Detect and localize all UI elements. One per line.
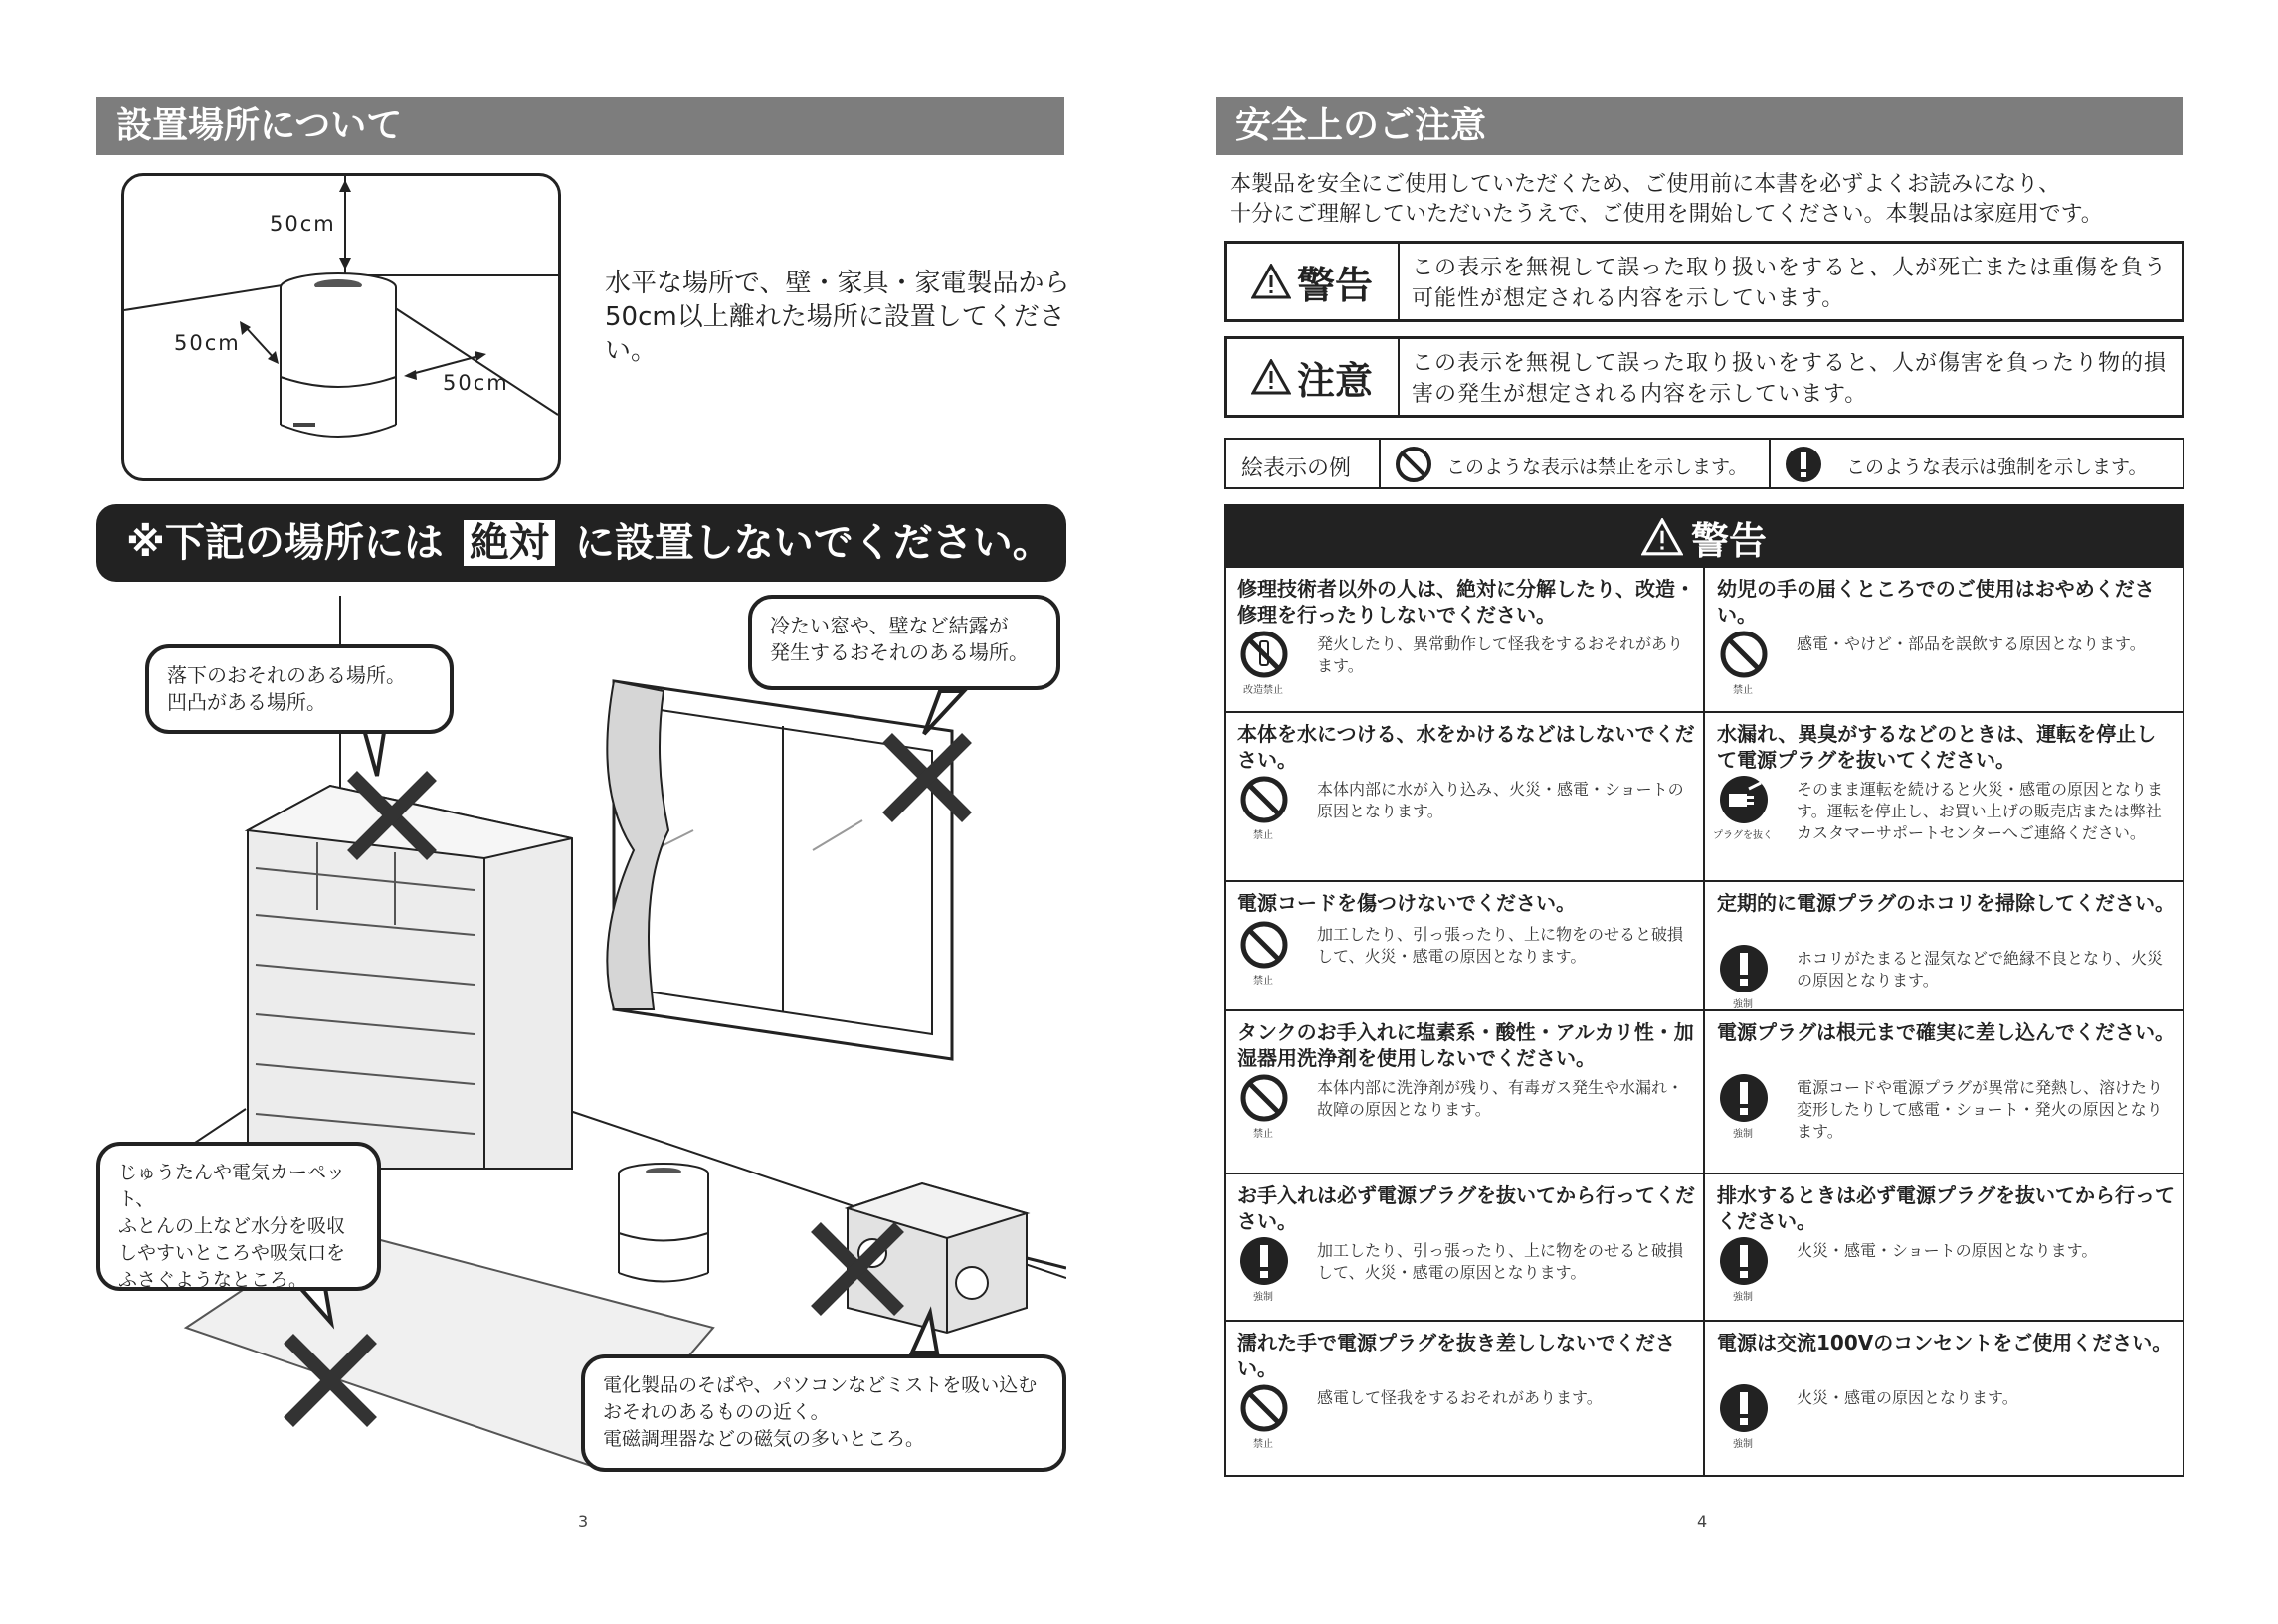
bubble-electronics: 電化製品のそばや、パソコンなどミストを吸い込む おそれのあるものの近く。 電磁調理器などの磁気の多いところ。	[581, 1354, 1066, 1472]
header-warning-triangle-icon	[1641, 518, 1683, 556]
warning-label-text: 警告	[1296, 263, 1373, 307]
warning-cell-title: 幼児の手の届くところでのご使用はおやめください。	[1717, 577, 2155, 627]
warning-cell	[1705, 713, 2183, 882]
cross-mark-rug	[281, 1331, 380, 1430]
warning-table-header-text: 警告	[1690, 518, 1767, 563]
warning-cell	[1226, 882, 1705, 1011]
warning-cell-icon-label: 禁止	[1253, 1129, 1273, 1140]
warning-cell-description: 火災・感電の原因となります。	[1797, 1388, 2018, 1407]
warning-cell-description: 本体内部に水が入り込み、火災・感電・ショートの原因となります。	[1317, 780, 1684, 820]
unplug-icon	[1719, 775, 1769, 824]
warning-cell-title: 濡れた手で電源プラグを抜き差ししないでください。	[1237, 1331, 1675, 1380]
bubble-condensation: 冷たい窓や、壁など結露が 発生するおそれのある場所。	[748, 595, 1060, 690]
symbol-legend	[1224, 438, 2184, 489]
warning-cell-icon-label: 禁止	[1733, 685, 1753, 696]
prohibit-icon	[1239, 1073, 1289, 1123]
warning-cell	[1705, 1322, 2183, 1475]
warning-cell-description: 本体内部に洗浄剤が残り、有毒ガス発生や水漏れ・故障の原因となります。	[1317, 1078, 1684, 1119]
mandatory-icon	[1719, 1383, 1769, 1433]
no-disassembly-icon	[1239, 630, 1289, 679]
warning-cell	[1705, 568, 2183, 713]
legend-prohibit-text: このような表示は禁止を示します。	[1446, 456, 1748, 478]
warning-cell-icon-label: プラグを抜く	[1713, 830, 1773, 841]
warning-cell	[1705, 1174, 2183, 1322]
mandatory-icon	[1719, 1236, 1769, 1286]
caution-triangle-icon	[1251, 359, 1291, 395]
warning-cell	[1226, 1322, 1705, 1475]
warning-cell	[1226, 568, 1705, 713]
placement-intro-text: 水平な場所で、壁・家具・家電製品から50cm以上離れた場所に設置してください。	[605, 269, 1070, 366]
warning-cell-title: 修理技術者以外の人は、絶対に分解したり、改造・修理を行ったりしないでください。	[1237, 577, 1695, 627]
mandatory-icon	[1719, 944, 1769, 993]
warning-definition-text: この表示を無視して誤った取り扱いをすると、人が死亡または重傷を負う可能性が想定される内容を示しています。	[1412, 256, 2168, 311]
warning-cell-description: 加工したり、引っ張ったり、上に物をのせると破損して、火災・感電の原因となります。	[1317, 925, 1684, 966]
warning-cell-description: ホコリがたまると湿気などで絶縁不良となり、火災の原因となります。	[1797, 949, 2164, 990]
banner-highlight: 絶対	[464, 520, 555, 566]
warning-label	[1227, 244, 1400, 319]
prohibit-icon	[1239, 920, 1289, 970]
warning-cell-icon-label: 強制	[1733, 1292, 1753, 1303]
warning-cell-icon-label: 禁止	[1253, 1439, 1273, 1450]
cross-mark-dresser	[344, 768, 440, 863]
legend-divider-1	[1379, 440, 1381, 487]
prohibit-icon	[1719, 630, 1769, 679]
warning-cell-description: 電源コードや電源プラグが異常に発熱し、溶けたり変形したりして感電・ショート・発火の原因となります。	[1797, 1078, 2164, 1141]
mandatory-icon	[1719, 1073, 1769, 1123]
warning-cell-title: 排水するときは必ず電源プラグを抜いてから行ってください。	[1717, 1183, 2175, 1233]
warning-table	[1224, 504, 2184, 1477]
legend-divider-2	[1769, 440, 1771, 487]
warning-cell-description: 加工したり、引っ張ったり、上に物をのせると破損して、火災・感電の原因となります。	[1317, 1241, 1684, 1282]
warning-cell-description: 感電・やけど・部品を誤飲する原因となります。	[1797, 634, 2146, 653]
warning-cell-icon-label: 強制	[1733, 1129, 1753, 1140]
right-distance-label: 50cm	[443, 371, 509, 395]
prohibit-icon	[1239, 775, 1289, 824]
legend-mandatory-text: このような表示は強制を示します。	[1846, 456, 2148, 478]
warning-cell-icon-label: 禁止	[1253, 830, 1273, 841]
warning-cell	[1226, 713, 1705, 882]
room-corner-illustration	[124, 176, 558, 478]
warning-cell	[1226, 1174, 1705, 1322]
left-page-number: 3	[578, 1512, 589, 1531]
warning-cell-description: 発火したり、異常動作して怪我をするおそれがあります。	[1317, 634, 1684, 675]
caution-label-text: 注意	[1296, 358, 1373, 403]
banner-pre-text: ※下記の場所には	[126, 520, 444, 566]
warning-cell-icon-label: 強制	[1733, 999, 1753, 1010]
warning-definition-box	[1224, 241, 2184, 322]
warning-table-header	[1226, 506, 2183, 568]
caution-label	[1227, 339, 1400, 415]
cross-mark-stereo	[808, 1219, 907, 1319]
warning-cell	[1705, 882, 2183, 1011]
warning-cell-icon-label: 強制	[1733, 1439, 1753, 1450]
cross-mark-window	[879, 730, 975, 825]
warning-cell-description: そのまま運転を続けると火災・感電の原因となります。運転を停止し、お買い上げの販売店または弊社カスタマーサポートセンターへご連絡ください。	[1797, 780, 2164, 842]
prohibit-legend-icon	[1395, 446, 1432, 483]
bubble-fall-risk: 落下のおそれのある場所。 凹凸がある場所。	[145, 644, 454, 734]
mandatory-icon	[1239, 1236, 1289, 1286]
warning-cell-title: タンクのお手入れに塩素系・酸性・アルカリ性・加湿器用洗浄剤を使用しないでください。	[1237, 1020, 1694, 1070]
mandatory-legend-icon	[1785, 446, 1822, 483]
top-distance-label: 50cm	[270, 212, 336, 236]
warning-cell-title: 本体を水につける、水をかけるなどはしないでください。	[1237, 722, 1695, 772]
right-page-number: 4	[1697, 1512, 1708, 1531]
caution-definition-text: この表示を無視して誤った取り扱いをすると、人が傷害を負ったり物的損害の発生が想定される内容を示しています。	[1412, 351, 2168, 407]
warning-cell-icon-label: 改造禁止	[1243, 685, 1283, 696]
warning-cell-title: 電源は交流100Vのコンセントをご使用ください。	[1717, 1331, 2173, 1354]
warning-cell-title: 電源プラグは根元まで確実に差し込んでください。	[1717, 1020, 2175, 1044]
warning-cell-title: お手入れは必ず電源プラグを抜いてから行ってください。	[1237, 1183, 1695, 1233]
left-page-title	[96, 97, 1064, 155]
left-title-text: 設置場所について	[116, 105, 403, 146]
placement-diagram	[121, 173, 561, 481]
warning-cell-icon-label: 強制	[1253, 1292, 1273, 1303]
warning-cell-description: 火災・感電・ショートの原因となります。	[1797, 1241, 2098, 1260]
left-distance-label: 50cm	[174, 331, 241, 355]
warning-cell-icon-label: 禁止	[1253, 976, 1273, 987]
banner-post-text: に設置しないでください。	[574, 520, 1052, 566]
safety-intro-line-2: 十分にご理解していただいたうえで、ご使用を開始してください。本製品は家庭用です。	[1230, 202, 2103, 227]
warning-cell-title: 水漏れ、異臭がするなどのときは、運転を停止して電源プラグを抜いてください。	[1717, 722, 2157, 772]
right-page-title	[1216, 97, 2183, 155]
safety-intro-line-1: 本製品を安全にご使用していただくため、ご使用前に本書を必ずよくお読みになり、	[1230, 172, 2061, 197]
warning-cell-title: 電源コードを傷つけないでください。	[1237, 891, 1576, 915]
right-title-text: 安全上のご注意	[1235, 105, 1487, 146]
prohibit-icon	[1239, 1383, 1289, 1433]
warning-triangle-icon	[1251, 264, 1291, 299]
warning-cell-title: 定期的に電源プラグのホコリを掃除してください。	[1717, 891, 2175, 915]
do-not-install-banner	[96, 504, 1066, 582]
legend-label: 絵表示の例	[1241, 456, 1352, 481]
warning-cell	[1226, 1011, 1705, 1174]
caution-definition-box	[1224, 336, 2184, 418]
bubble-carpet: じゅうたんや電気カーペット、 ふとんの上など水分を吸収 しやすいところや吸気口を ふさぐようなところ。	[96, 1142, 381, 1291]
warning-cell-description: 感電して怪我をするおそれがあります。	[1317, 1388, 1603, 1407]
warning-cell	[1705, 1011, 2183, 1174]
